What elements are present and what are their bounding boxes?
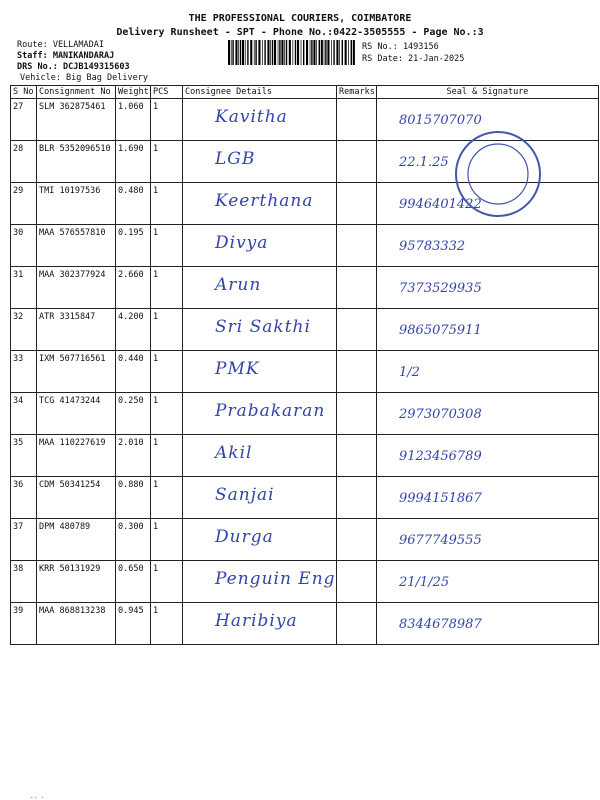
col-header-consignment: Consignment No	[37, 86, 116, 99]
row-remarks	[337, 351, 377, 393]
handwritten-signature: 9123456789	[399, 449, 482, 464]
row-consignee-cell	[183, 225, 337, 267]
handwritten-signature: 2973070308	[399, 407, 482, 422]
handwritten-signature: 22.1.25	[399, 155, 449, 170]
row-remarks	[337, 141, 377, 183]
row-signature-cell	[377, 351, 599, 393]
row-remarks	[337, 519, 377, 561]
row-consignment-no: SLM 362875461	[37, 99, 116, 141]
row-sno: 28	[11, 141, 37, 183]
row-sno: 38	[11, 561, 37, 603]
row-weight: 0.250	[116, 393, 151, 435]
row-consignment-no: TMI 10197536	[37, 183, 116, 225]
row-signature-cell	[377, 435, 599, 477]
row-consignee-cell	[183, 99, 337, 141]
row-consignment-no: TCG 41473244	[37, 393, 116, 435]
table-row	[11, 393, 599, 435]
row-remarks	[337, 561, 377, 603]
table-row	[11, 351, 599, 393]
row-remarks	[337, 267, 377, 309]
vehicle-label: Vehicle: Big Bag Delivery	[20, 73, 148, 83]
consignee-handwritten-name: Arun	[215, 275, 262, 295]
row-sno: 39	[11, 603, 37, 645]
consignee-handwritten-name: Divya	[215, 233, 269, 253]
row-signature-cell	[377, 519, 599, 561]
row-consignment-no: MAA 868813238	[37, 603, 116, 645]
row-signature-cell	[377, 393, 599, 435]
drs-number: DRS No.: DCJB149315603	[17, 62, 130, 72]
row-consignment-no: MAA 302377924	[37, 267, 116, 309]
company-seal-stamp	[448, 124, 548, 224]
handwritten-signature: 9994151867	[399, 491, 482, 506]
row-weight: 0.945	[116, 603, 151, 645]
row-consignment-no: MAA 110227619	[37, 435, 116, 477]
row-consignee-cell	[183, 519, 337, 561]
rs-number: RS No.: 1493156	[362, 42, 439, 52]
row-pcs: 1	[151, 561, 183, 603]
row-weight: 1.060	[116, 99, 151, 141]
row-pcs: 1	[151, 225, 183, 267]
col-header-consignee: Consignee Details	[183, 86, 337, 99]
row-signature-cell	[377, 603, 599, 645]
row-consignment-no: MAA 576557810	[37, 225, 116, 267]
row-remarks	[337, 225, 377, 267]
row-weight: 0.480	[116, 183, 151, 225]
row-consignee-cell	[183, 267, 337, 309]
table-row	[11, 561, 599, 603]
consignee-handwritten-name: PMK	[215, 359, 260, 379]
row-sno: 33	[11, 351, 37, 393]
row-pcs: 1	[151, 477, 183, 519]
row-pcs: 1	[151, 351, 183, 393]
col-header-remarks: Remarks	[337, 86, 377, 99]
row-consignment-no: KRR 50131929	[37, 561, 116, 603]
table-row	[11, 267, 599, 309]
row-signature-cell	[377, 309, 599, 351]
row-consignee-cell	[183, 561, 337, 603]
document-subtitle: Delivery Runsheet - SPT - Phone No.:0422-3505555 - Page No.:3	[116, 27, 484, 38]
table-row	[11, 435, 599, 477]
row-consignment-no: DPM 480789	[37, 519, 116, 561]
row-consignee-cell	[183, 435, 337, 477]
handwritten-signature: 7373529935	[399, 281, 482, 296]
row-consignee-cell	[183, 351, 337, 393]
consignee-handwritten-name: Kavitha	[215, 107, 288, 127]
row-remarks	[337, 477, 377, 519]
handwritten-signature: 1/2	[399, 365, 420, 380]
scan-mark: .. .	[30, 793, 45, 800]
row-pcs: 1	[151, 309, 183, 351]
row-consignee-cell	[183, 393, 337, 435]
row-sno: 37	[11, 519, 37, 561]
handwritten-signature: 9946401422	[399, 197, 482, 212]
table-row	[11, 477, 599, 519]
table-header-row	[11, 86, 599, 99]
row-remarks	[337, 99, 377, 141]
row-consignment-no: BLR 5352096510	[37, 141, 116, 183]
row-sno: 31	[11, 267, 37, 309]
row-consignee-cell	[183, 477, 337, 519]
consignee-handwritten-name: Sanjai	[215, 485, 275, 505]
row-weight: 0.650	[116, 561, 151, 603]
row-remarks	[337, 435, 377, 477]
row-signature-cell	[377, 225, 599, 267]
table-row	[11, 225, 599, 267]
table-row	[11, 603, 599, 645]
row-consignee-cell	[183, 309, 337, 351]
col-header-pcs: PCS	[151, 86, 183, 99]
row-weight: 0.195	[116, 225, 151, 267]
table-row	[11, 309, 599, 351]
row-weight: 0.880	[116, 477, 151, 519]
row-weight: 2.660	[116, 267, 151, 309]
handwritten-signature: 9677749555	[399, 533, 482, 548]
route-label: Route: VELLAMADAI	[17, 40, 104, 50]
row-sno: 35	[11, 435, 37, 477]
rs-date: RS Date: 21-Jan-2025	[362, 54, 465, 64]
row-pcs: 1	[151, 267, 183, 309]
handwritten-signature: 8015707070	[399, 113, 482, 128]
row-weight: 0.440	[116, 351, 151, 393]
document-title: THE PROFESSIONAL COURIERS, COIMBATORE	[188, 13, 412, 24]
handwritten-signature: 21/1/25	[399, 575, 450, 590]
consignee-handwritten-name: Penguin Eng	[215, 569, 336, 589]
table-row	[11, 519, 599, 561]
row-consignee-cell	[183, 183, 337, 225]
row-remarks	[337, 603, 377, 645]
consignee-handwritten-name: Keerthana	[215, 191, 314, 211]
consignee-handwritten-name: Prabakaran	[215, 401, 326, 421]
row-sno: 34	[11, 393, 37, 435]
row-remarks	[337, 393, 377, 435]
row-pcs: 1	[151, 183, 183, 225]
row-pcs: 1	[151, 435, 183, 477]
handwritten-signature: 9865075911	[399, 323, 482, 338]
row-consignment-no: ATR 3315847	[37, 309, 116, 351]
row-sno: 29	[11, 183, 37, 225]
col-header-sno: S No	[11, 86, 37, 99]
consignee-handwritten-name: Durga	[215, 527, 274, 547]
row-pcs: 1	[151, 99, 183, 141]
handwritten-signature: 8344678987	[399, 617, 482, 632]
row-weight: 4.200	[116, 309, 151, 351]
row-sno: 30	[11, 225, 37, 267]
consignee-handwritten-name: LGB	[215, 149, 256, 169]
row-remarks	[337, 309, 377, 351]
row-pcs: 1	[151, 519, 183, 561]
consignee-handwritten-name: Akil	[215, 443, 253, 463]
consignee-handwritten-name: Sri Sakthi	[215, 317, 311, 337]
row-pcs: 1	[151, 141, 183, 183]
consignee-handwritten-name: Haribiya	[215, 611, 298, 631]
row-signature-cell	[377, 561, 599, 603]
row-signature-cell	[377, 477, 599, 519]
row-weight: 2.010	[116, 435, 151, 477]
row-consignee-cell	[183, 141, 337, 183]
row-weight: 1.690	[116, 141, 151, 183]
staff-label: Staff: MANIKANDARAJ	[17, 51, 115, 61]
barcode-image	[228, 40, 356, 65]
row-weight: 0.300	[116, 519, 151, 561]
row-sno: 27	[11, 99, 37, 141]
row-consignment-no: CDM 50341254	[37, 477, 116, 519]
row-remarks	[337, 183, 377, 225]
col-header-signature: Seal & Signature	[377, 86, 599, 99]
col-header-weight: Weight	[116, 86, 151, 99]
row-sno: 36	[11, 477, 37, 519]
handwritten-signature: 95783332	[399, 239, 466, 254]
row-signature-cell	[377, 267, 599, 309]
row-consignee-cell	[183, 603, 337, 645]
row-sno: 32	[11, 309, 37, 351]
row-pcs: 1	[151, 393, 183, 435]
row-pcs: 1	[151, 603, 183, 645]
row-consignment-no: IXM 507716561	[37, 351, 116, 393]
